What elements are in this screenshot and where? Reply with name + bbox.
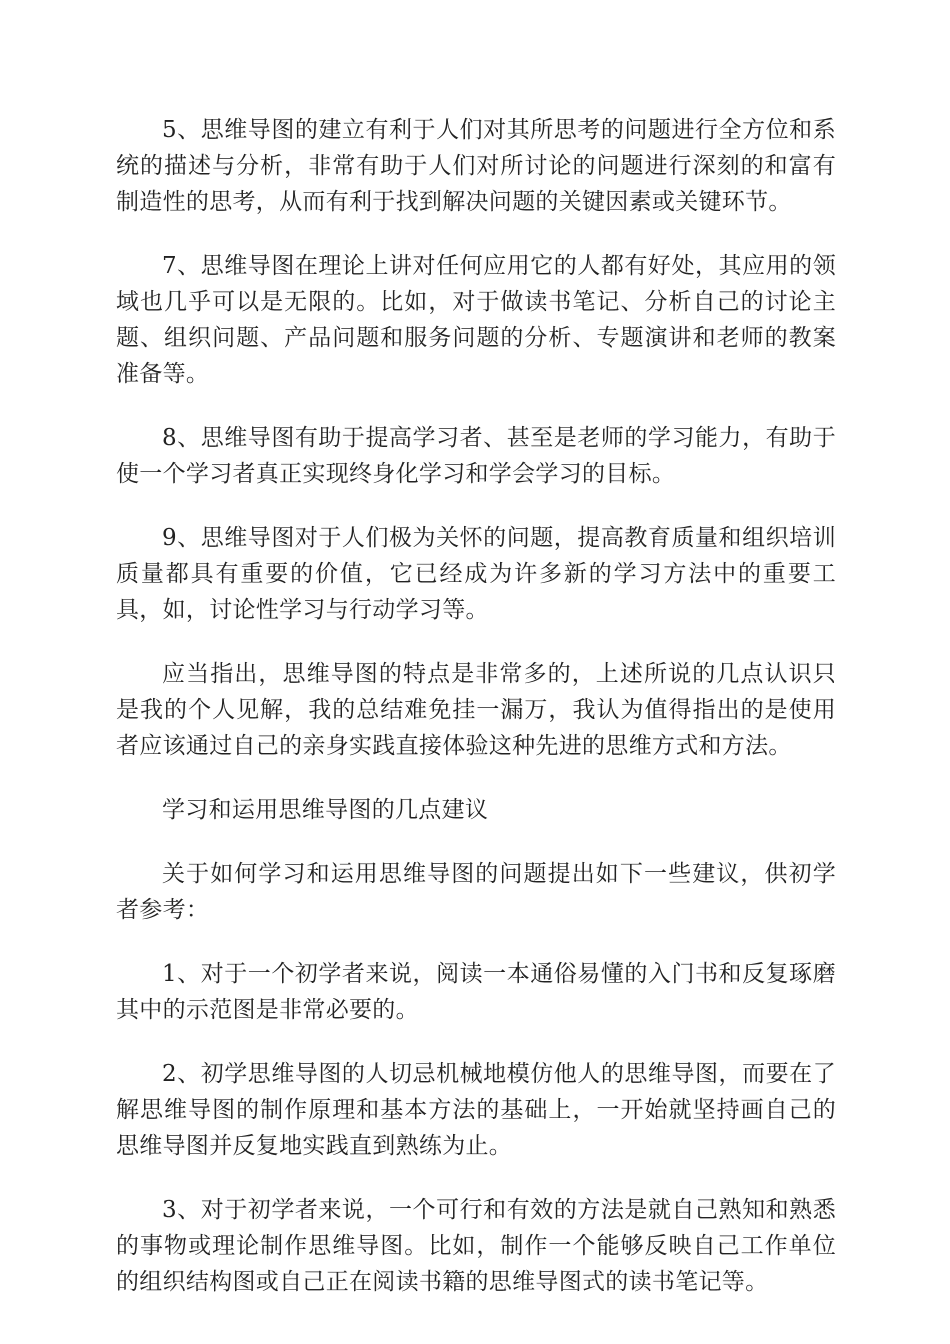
- paragraph-item-7: 7、思维导图在理论上讲对任何应用它的人都有好处，其应用的领域也几乎可以是无限的。比如，对于做读书笔记、分析自己的讨论主题、组织问题、产品问题和服务问题的分析、专题演讲和老师的教案准备等。: [116, 253, 836, 387]
- paragraph-item-8: 8、思维导图有助于提高学习者、甚至是老师的学习能力，有助于使一个学习者真正实现终身化学习和学会学习的目标。: [116, 425, 836, 487]
- document-body: [116, 112, 836, 1328]
- section-heading: 学习和运用思维导图的几点建议: [162, 797, 489, 823]
- paragraph-item-9: 9、思维导图对于人们极为关怀的问题，提高教育质量和组织培训质量都具有重要的价值，它已经成为许多新的学习方法中的重要工具，如，讨论性学习与行动学习等。: [116, 525, 836, 623]
- paragraph-suggestion-2: 2、初学思维导图的人切忌机械地模仿他人的思维导图，而要在了解思维导图的制作原理和基本方法的基础上，一开始就坚持画自己的思维导图并反复地实践直到熟练为止。: [116, 1061, 836, 1159]
- paragraph-suggestion-1: 1、对于一个初学者来说，阅读一本通俗易懂的入门书和反复琢磨其中的示范图是非常必要的。: [116, 961, 836, 1023]
- paragraph-suggestion-3: 3、对于初学者来说，一个可行和有效的方法是就自己熟知和熟悉的事物或理论制作思维导图。比如，制作一个能够反映自己工作单位的组织结构图或自己正在阅读书籍的思维导图式的读书笔记等。: [116, 1197, 836, 1295]
- paragraph-item-5: 5、思维导图的建立有利于人们对其所思考的问题进行全方位和系统的描述与分析，非常有助于人们对所讨论的问题进行深刻的和富有制造性的思考，从而有利于找到解决问题的关键因素或关键环节。: [116, 117, 836, 215]
- paragraph-intro: 关于如何学习和运用思维导图的问题提出如下一些建议，供初学者参考：: [116, 861, 836, 923]
- paragraph-conclusion: 应当指出，思维导图的特点是非常多的，上述所说的几点认识只是我的个人见解，我的总结难免挂一漏万，我认为值得指出的是使用者应该通过自己的亲身实践直接体验这种先进的思维方式和方法。: [116, 661, 836, 759]
